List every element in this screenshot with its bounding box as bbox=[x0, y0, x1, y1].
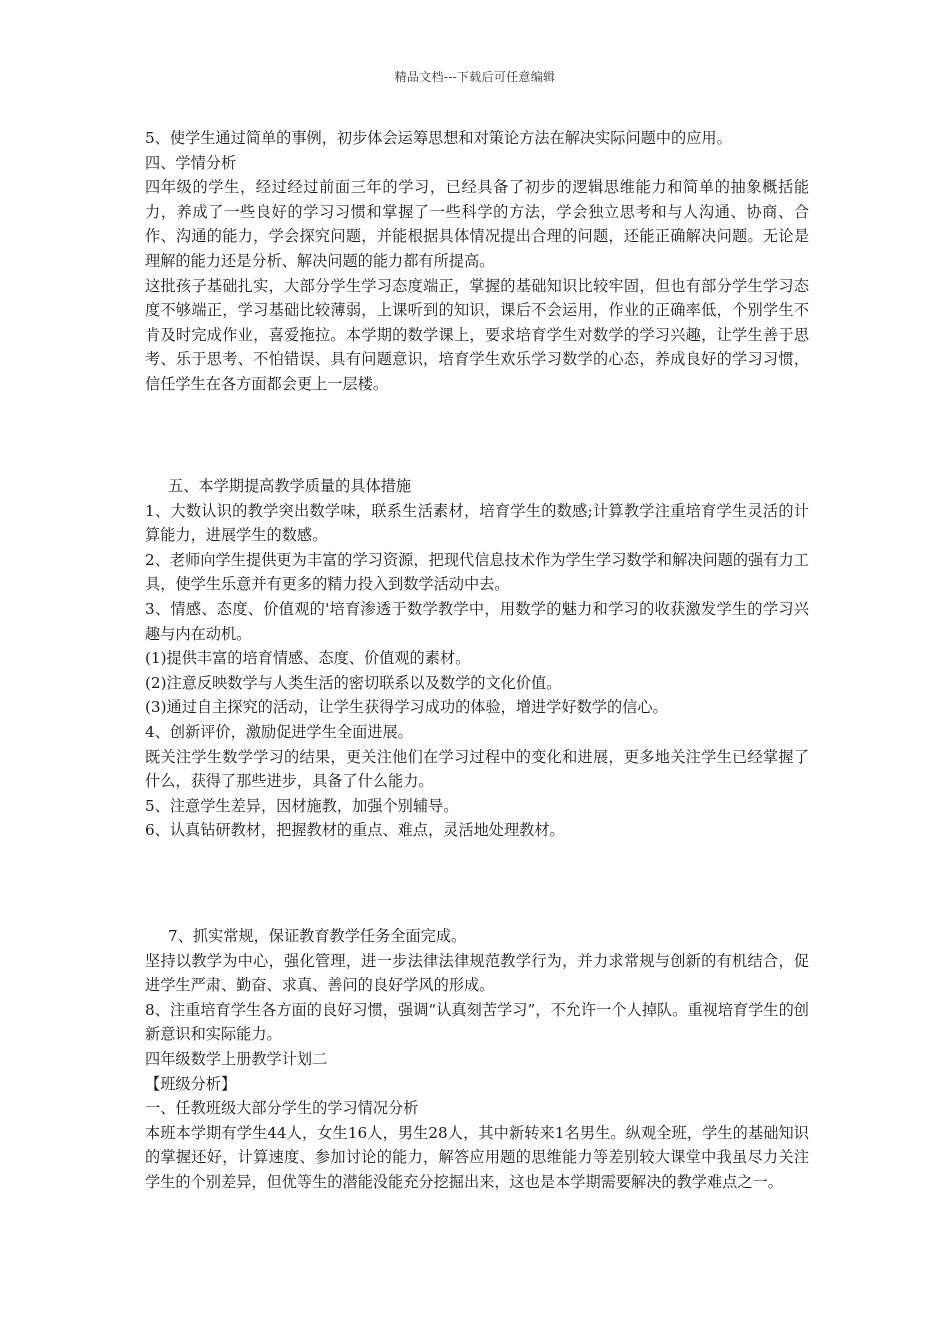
measure-3-sub-2: (2)注意反映数学与人类生活的密切联系以及数学的文化价值。 bbox=[145, 673, 562, 692]
measure-4: 4、创新评价，激励促进学生全面进展。 bbox=[145, 722, 413, 741]
measure-7: 7、抓实常规，保证教育教学任务全面完成。 bbox=[168, 927, 467, 945]
measure-2: 2、老师向学生提供更为丰富的学习资源，把现代信息技术作为学生学习数学和解决问题的强有力工具，使学生乐意并有更多的精力投入到数学活动中去。 bbox=[145, 550, 809, 594]
measure-3-sub-3: (3)通过自主探究的活动，让学生获得学习成功的体验，增进学好数学的信心。 bbox=[145, 698, 668, 717]
class-analysis-heading: 【班级分析】 bbox=[145, 1074, 237, 1093]
measure-7-detail: 坚持以教学为中心，强化管理，进一步法律法律规范教学行为，并力求常规与创新的有机结合，促进学生严肃、勤奋、求真、善问的良好学风的形成。 bbox=[145, 951, 809, 995]
class-analysis-paragraph: 本班本学期有学生44人，女生16人，男生28人，其中新转来1名男生。纵观全班，学生的基础知识的掌握还好，计算速度、参加讨论的能力，解答应用题的思维能力等差别较大课堂中我虽尽力关注学生的个别差异，但优等生的潜能没能充分挖掘出来，这也是本学期需要解决的教学难点之一。 bbox=[145, 1123, 809, 1191]
measure-3-sub-1: (1)提供丰富的培育情感、态度、价值观的素材。 bbox=[145, 649, 471, 668]
measure-3: 3、情感、态度、价值观的'培育渗透于数学教学中，用数学的魅力和学习的收获激发学生的学习兴趣与内在动机。 bbox=[145, 599, 809, 643]
measure-5: 5、注意学生差异，因材施教，加强个别辅导。 bbox=[145, 796, 459, 815]
measure-8: 8、注重培育学生各方面的良好习惯，强调“认真刻苦学习”，不允许一个人掉队。重视培育学生的创新意识和实际能力。 bbox=[145, 1000, 809, 1044]
section-heading-measures: 五、本学期提高教学质量的具体措施 bbox=[168, 477, 411, 495]
paragraph-student-attitude: 这批孩子基础扎实，大部分学生学习态度端正，掌握的基础知识比较牢固，但也有部分学生学习态度不够端正，学习基础比较薄弱，上课听到的知识，课后不会运用，作业的正确率低，个别学生不肯及时完成作业，喜爱拖拉。本学期的数学课上，要求培育学生对数学的学习兴趣，让学生善于思考、乐于思考、不怕错误、具有问题意识，培育学生欢乐学习数学的心态，养成良好的学习习惯，信任学生在各方面都会更上一层楼。 bbox=[145, 276, 809, 393]
measure-6: 6、认真钻研教材，把握教材的重点、难点，灵活地处理教材。 bbox=[145, 821, 565, 840]
content-block-3 bbox=[145, 924, 809, 1195]
paragraph-student-abilities: 四年级的学生，经过经过前面三年的学习，已经具备了初步的逻辑思维能力和简单的抽象概括能力，养成了一些良好的学习习惯和掌握了一些科学的方法，学会独立思考和与人沟通、协商、合作、沟通的能力，学会探究问题，并能根据具体情况提出合理的问题，还能正确解决问题。无论是理解的能力还是分析、解决问题的能力都有所提高。 bbox=[145, 178, 809, 270]
objective-5: 5、使学生通过简单的事例，初步体会运筹思想和对策论方法在解决实际问题中的应用。 bbox=[145, 129, 732, 147]
section-heading-student-analysis: 四、学情分析 bbox=[145, 153, 237, 172]
measure-1: 1、大数认识的教学突出数学味，联系生活素材，培育学生的数感;计算教学注重培育学生灵活的计算能力，进展学生的数感。 bbox=[145, 501, 809, 545]
content-block-1 bbox=[145, 126, 809, 397]
class-analysis-subheading: 一、任教班级大部分学生的学习情况分析 bbox=[145, 1099, 419, 1118]
measure-4-detail: 既关注学生数学学习的结果，更关注他们在学习过程中的变化和进展，更多地关注学生已经掌握了什么，获得了那些进步，具备了什么能力。 bbox=[145, 747, 809, 791]
page-header: 精品文档---下载后可任意编辑 bbox=[394, 70, 556, 84]
content-block-2 bbox=[145, 474, 809, 843]
plan-two-title: 四年级数学上册教学计划二 bbox=[145, 1049, 328, 1068]
